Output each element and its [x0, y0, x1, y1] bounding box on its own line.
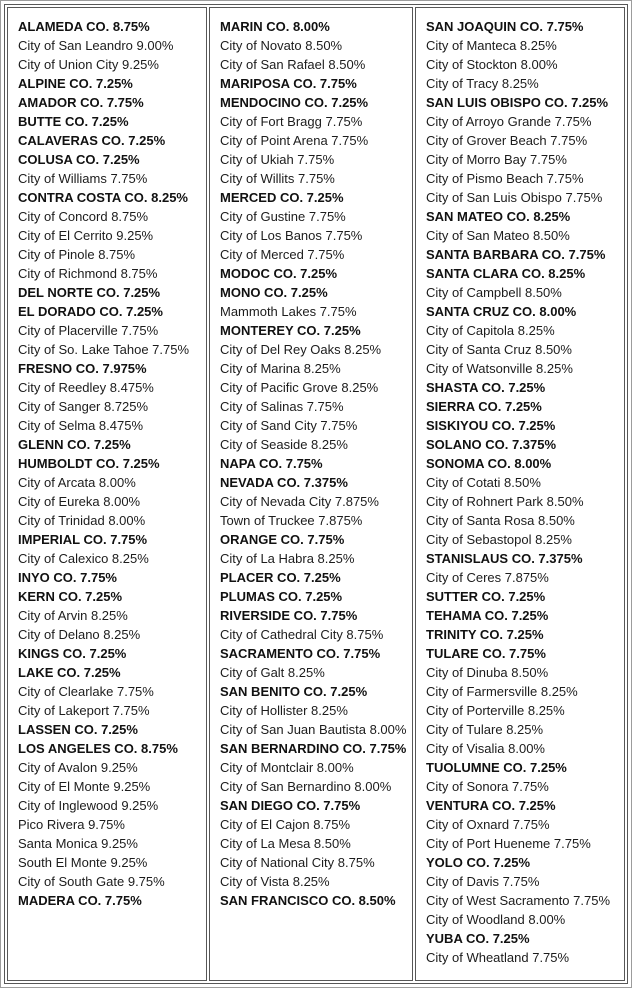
city-rate-line: City of Visalia 8.00%: [426, 741, 545, 756]
county-rate-line: COLUSA CO. 7.25%: [18, 152, 140, 167]
rates-column-1: [7, 7, 207, 981]
city-rate-line: City of Port Hueneme 7.75%: [426, 836, 591, 851]
city-rate-line: City of Rohnert Park 8.50%: [426, 494, 584, 509]
city-rate-line: City of So. Lake Tahoe 7.75%: [18, 342, 190, 357]
county-rate-line: BUTTE CO. 7.25%: [18, 114, 129, 129]
city-rate-line: Santa Monica 9.25%: [18, 836, 138, 851]
city-rate-line: City of Ceres 7.875%: [426, 570, 549, 585]
county-rate-line: MERCED CO. 7.25%: [220, 190, 344, 205]
city-rate-line: City of Galt 8.25%: [220, 665, 325, 680]
county-rate-line: PLACER CO. 7.25%: [220, 570, 341, 585]
city-rate-line: City of Seaside 8.25%: [220, 437, 348, 452]
county-rate-line: NEVADA CO. 7.375%: [220, 475, 348, 490]
city-rate-line: City of South Gate 9.75%: [18, 874, 165, 889]
county-rate-line: TEHAMA CO. 7.25%: [426, 608, 549, 623]
county-rate-line: SAN DIEGO CO. 7.75%: [220, 798, 361, 813]
city-rate-line: City of Gustine 7.75%: [220, 209, 346, 224]
county-rate-line: MADERA CO. 7.75%: [18, 893, 142, 908]
county-rate-line: SISKIYOU CO. 7.25%: [426, 418, 556, 433]
city-rate-line: City of Eureka 8.00%: [18, 494, 141, 509]
county-rate-line: HUMBOLDT CO. 7.25%: [18, 456, 160, 471]
county-rate-line: SOLANO CO. 7.375%: [426, 437, 557, 452]
city-rate-line: City of Cathedral City 8.75%: [220, 627, 384, 642]
county-rate-line: SUTTER CO. 7.25%: [426, 589, 546, 604]
city-rate-line: City of Oxnard 7.75%: [426, 817, 550, 832]
city-rate-line: City of Sonora 7.75%: [426, 779, 549, 794]
county-rate-line: SAN BENITO CO. 7.25%: [220, 684, 368, 699]
city-rate-line: City of Arcata 8.00%: [18, 475, 136, 490]
city-rate-line: City of Arroyo Grande 7.75%: [426, 114, 592, 129]
county-rate-line: MARIPOSA CO. 7.75%: [220, 76, 357, 91]
county-rate-line: RIVERSIDE CO. 7.75%: [220, 608, 358, 623]
city-rate-line: City of Concord 8.75%: [18, 209, 149, 224]
city-rate-line: City of Woodland 8.00%: [426, 912, 566, 927]
county-rate-line: ALPINE CO. 7.25%: [18, 76, 133, 91]
county-rate-line: MENDOCINO CO. 7.25%: [220, 95, 369, 110]
city-rate-line: City of Manteca 8.25%: [426, 38, 557, 53]
city-rate-line: Mammoth Lakes 7.75%: [220, 304, 357, 319]
city-rate-line: City of Arvin 8.25%: [18, 608, 128, 623]
county-rate-line: LOS ANGELES CO. 8.75%: [18, 741, 178, 756]
city-rate-line: City of Novato 8.50%: [220, 38, 343, 53]
county-rate-line: TULARE CO. 7.75%: [426, 646, 546, 661]
city-rate-line: City of Cotati 8.50%: [426, 475, 541, 490]
county-rate-line: YOLO CO. 7.25%: [426, 855, 531, 870]
city-rate-line: City of Dinuba 8.50%: [426, 665, 549, 680]
county-rate-line: YUBA CO. 7.25%: [426, 931, 530, 946]
city-rate-line: City of San Rafael 8.50%: [220, 57, 366, 72]
county-rate-line: NAPA CO. 7.75%: [220, 456, 323, 471]
county-rate-line: SHASTA CO. 7.25%: [426, 380, 546, 395]
county-rate-line: IMPERIAL CO. 7.75%: [18, 532, 148, 547]
city-rate-line: City of Davis 7.75%: [426, 874, 540, 889]
rates-column-2: [209, 7, 413, 981]
county-rate-line: DEL NORTE CO. 7.25%: [18, 285, 161, 300]
county-rate-line: ALAMEDA CO. 8.75%: [18, 19, 150, 34]
city-rate-line: City of Selma 8.475%: [18, 418, 144, 433]
city-rate-line: City of La Habra 8.25%: [220, 551, 355, 566]
city-rate-line: City of Williams 7.75%: [18, 171, 148, 186]
city-rate-line: City of San Bernardino 8.00%: [220, 779, 392, 794]
county-rate-line: SAN LUIS OBISPO CO. 7.25%: [426, 95, 609, 110]
county-rate-line: KERN CO. 7.25%: [18, 589, 123, 604]
county-rate-line: TRINITY CO. 7.25%: [426, 627, 544, 642]
city-rate-line: City of Delano 8.25%: [18, 627, 141, 642]
county-rate-line: PLUMAS CO. 7.25%: [220, 589, 343, 604]
city-rate-line: City of Placerville 7.75%: [18, 323, 159, 338]
city-rate-line: City of West Sacramento 7.75%: [426, 893, 611, 908]
county-rate-line: MONO CO. 7.25%: [220, 285, 328, 300]
city-rate-line: City of Campbell 8.50%: [426, 285, 562, 300]
city-rate-line: City of Montclair 8.00%: [220, 760, 354, 775]
city-rate-line: City of National City 8.75%: [220, 855, 375, 870]
tax-rates-table: [4, 4, 628, 984]
county-rate-line: CALAVERAS CO. 7.25%: [18, 133, 166, 148]
city-rate-line: City of Reedley 8.475%: [18, 380, 154, 395]
city-rate-line: City of Sebastopol 8.25%: [426, 532, 572, 547]
city-rate-line: City of San Juan Bautista 8.00%: [220, 722, 407, 737]
county-rate-line: SONOMA CO. 8.00%: [426, 456, 552, 471]
county-rate-line: FRESNO CO. 7.975%: [18, 361, 147, 376]
rates-column-3: [415, 7, 625, 981]
city-rate-line: City of Union City 9.25%: [18, 57, 159, 72]
city-rate-line: City of Sand City 7.75%: [220, 418, 358, 433]
county-rate-line: INYO CO. 7.75%: [18, 570, 117, 585]
city-rate-line: City of Farmersville 8.25%: [426, 684, 578, 699]
city-rate-line: City of Merced 7.75%: [220, 247, 345, 262]
county-rate-line: MARIN CO. 8.00%: [220, 19, 330, 34]
city-rate-line: City of Vista 8.25%: [220, 874, 330, 889]
city-rate-line: City of El Cajon 8.75%: [220, 817, 351, 832]
city-rate-line: City of Clearlake 7.75%: [18, 684, 154, 699]
table-row: [7, 7, 625, 981]
city-rate-line: City of Hollister 8.25%: [220, 703, 348, 718]
city-rate-line: City of El Cerrito 9.25%: [18, 228, 154, 243]
city-rate-line: City of Stockton 8.00%: [426, 57, 558, 72]
county-rate-line: GLENN CO. 7.25%: [18, 437, 131, 452]
city-rate-line: City of Fort Bragg 7.75%: [220, 114, 363, 129]
city-rate-line: City of Capitola 8.25%: [426, 323, 555, 338]
city-rate-line: City of Grover Beach 7.75%: [426, 133, 588, 148]
county-rate-line: VENTURA CO. 7.25%: [426, 798, 556, 813]
county-rate-line: LASSEN CO. 7.25%: [18, 722, 138, 737]
city-rate-line: City of El Monte 9.25%: [18, 779, 151, 794]
county-rate-line: SAN FRANCISCO CO. 8.50%: [220, 893, 396, 908]
city-rate-line: City of Morro Bay 7.75%: [426, 152, 567, 167]
city-rate-line: City of Los Banos 7.75%: [220, 228, 363, 243]
city-rate-line: City of Wheatland 7.75%: [426, 950, 570, 965]
city-rate-line: City of Lakeport 7.75%: [18, 703, 150, 718]
county-rate-line: SACRAMENTO CO. 7.75%: [220, 646, 381, 661]
city-rate-line: Pico Rivera 9.75%: [18, 817, 125, 832]
city-rate-line: City of Trinidad 8.00%: [18, 513, 146, 528]
county-rate-line: CONTRA COSTA CO. 8.25%: [18, 190, 188, 205]
county-rate-line: MONTEREY CO. 7.25%: [220, 323, 361, 338]
city-rate-line: City of Salinas 7.75%: [220, 399, 344, 414]
city-rate-line: City of Point Arena 7.75%: [220, 133, 369, 148]
city-rate-line: City of Tulare 8.25%: [426, 722, 544, 737]
county-rate-line: ORANGE CO. 7.75%: [220, 532, 345, 547]
city-rate-line: City of Santa Rosa 8.50%: [426, 513, 575, 528]
city-rate-line: Town of Truckee 7.875%: [220, 513, 363, 528]
city-rate-line: City of Calexico 8.25%: [18, 551, 149, 566]
county-rate-line: LAKE CO. 7.25%: [18, 665, 121, 680]
city-rate-line: City of Tracy 8.25%: [426, 76, 539, 91]
city-rate-line: City of Porterville 8.25%: [426, 703, 565, 718]
city-rate-line: City of La Mesa 8.50%: [220, 836, 351, 851]
city-rate-line: City of San Luis Obispo 7.75%: [426, 190, 603, 205]
county-rate-line: SIERRA CO. 7.25%: [426, 399, 542, 414]
city-rate-line: City of Santa Cruz 8.50%: [426, 342, 572, 357]
city-rate-line: City of Del Rey Oaks 8.25%: [220, 342, 382, 357]
county-rate-line: KINGS CO. 7.25%: [18, 646, 127, 661]
city-rate-line: City of Sanger 8.725%: [18, 399, 149, 414]
city-rate-line: City of Pinole 8.75%: [18, 247, 136, 262]
city-rate-line: City of Pacific Grove 8.25%: [220, 380, 379, 395]
county-rate-line: SANTA CLARA CO. 8.25%: [426, 266, 586, 281]
city-rate-line: City of San Leandro 9.00%: [18, 38, 174, 53]
county-rate-line: SAN JOAQUIN CO. 7.75%: [426, 19, 584, 34]
county-rate-line: TUOLUMNE CO. 7.25%: [426, 760, 567, 775]
city-rate-line: City of Richmond 8.75%: [18, 266, 158, 281]
county-rate-line: SANTA BARBARA CO. 7.75%: [426, 247, 606, 262]
county-rate-line: MODOC CO. 7.25%: [220, 266, 338, 281]
county-rate-line: EL DORADO CO. 7.25%: [18, 304, 163, 319]
city-rate-line: South El Monte 9.25%: [18, 855, 148, 870]
county-rate-line: STANISLAUS CO. 7.375%: [426, 551, 583, 566]
city-rate-line: City of Avalon 9.25%: [18, 760, 138, 775]
city-rate-line: City of Willits 7.75%: [220, 171, 335, 186]
city-rate-line: City of Ukiah 7.75%: [220, 152, 335, 167]
city-rate-line: City of Watsonville 8.25%: [426, 361, 573, 376]
city-rate-line: City of Marina 8.25%: [220, 361, 341, 376]
county-rate-line: SANTA CRUZ CO. 8.00%: [426, 304, 577, 319]
county-rate-line: SAN MATEO CO. 8.25%: [426, 209, 571, 224]
city-rate-line: City of San Mateo 8.50%: [426, 228, 570, 243]
county-rate-line: AMADOR CO. 7.75%: [18, 95, 144, 110]
city-rate-line: City of Nevada City 7.875%: [220, 494, 379, 509]
county-rate-line: SAN BERNARDINO CO. 7.75%: [220, 741, 407, 756]
city-rate-line: City of Inglewood 9.25%: [18, 798, 159, 813]
city-rate-line: City of Pismo Beach 7.75%: [426, 171, 584, 186]
